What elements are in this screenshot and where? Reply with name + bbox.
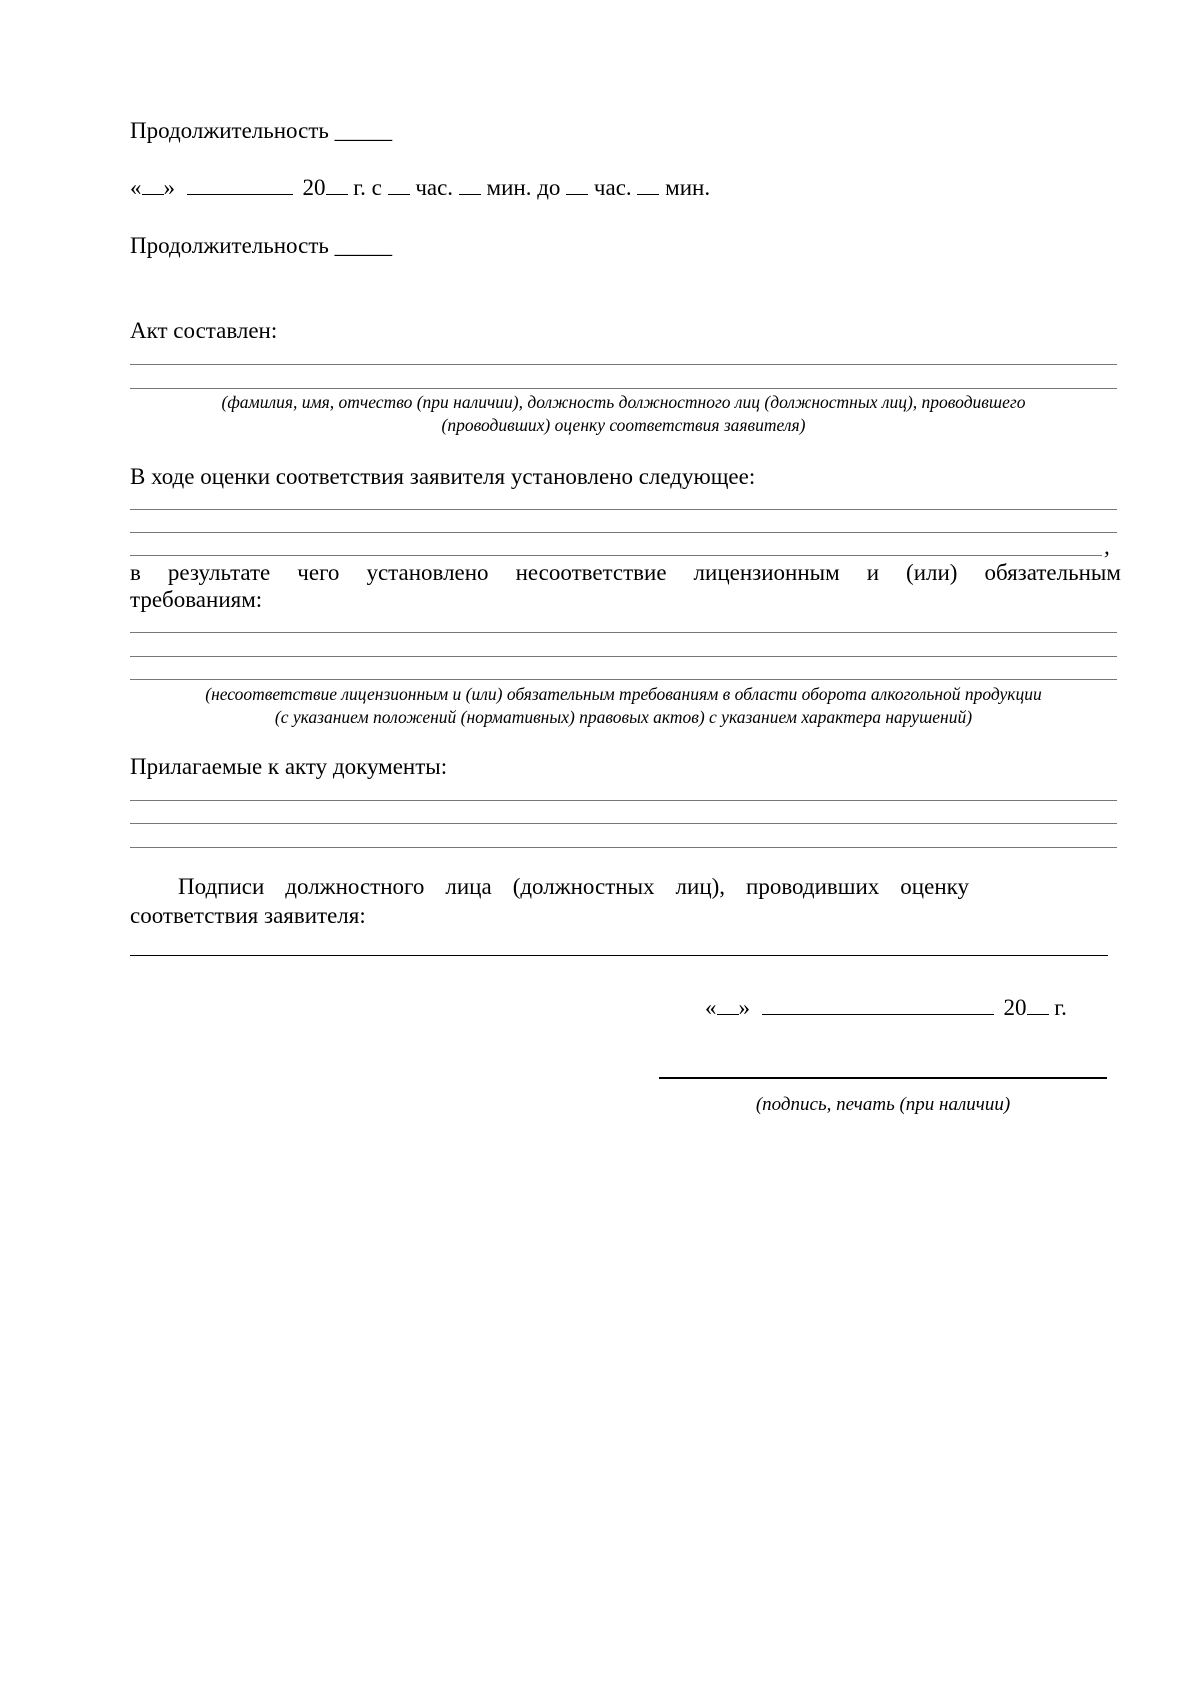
attachments-fill-line-1[interactable] [130, 800, 1117, 801]
close-quote: » [738, 995, 750, 1020]
hours-label: час. [415, 175, 454, 200]
act-caption [130, 391, 1117, 437]
result-word: чего [297, 560, 340, 585]
attachments-fill-line-3[interactable] [130, 847, 1117, 848]
result-word: в [130, 560, 141, 585]
violations-fill-line-3[interactable] [130, 679, 1117, 680]
duration-label: Продолжительность [130, 233, 329, 258]
findings-label: В ходе оценки соответствия заявителя установлено следующее: [130, 464, 756, 489]
month-field[interactable] [762, 996, 994, 1015]
minutes-label: мин. [665, 175, 711, 200]
close-quote: » [163, 175, 175, 200]
end-hours-field[interactable] [566, 176, 588, 195]
minutes-until-label: мин. до [486, 175, 561, 200]
year-suffix: г. [1054, 995, 1067, 1020]
year-prefix: 20 [302, 175, 326, 200]
result-line-2: требованиям: [130, 587, 263, 612]
start-minutes-field[interactable] [459, 176, 481, 195]
duration-line-1 [130, 117, 392, 145]
act-caption-line-2: (проводивших) оценку соответствия заявителя) [441, 415, 806, 435]
findings-fill-line-2[interactable] [130, 532, 1117, 533]
result-word: несоответствие [515, 560, 667, 585]
open-quote: « [705, 995, 717, 1020]
month-field[interactable] [187, 176, 293, 195]
end-minutes-field[interactable] [637, 176, 659, 195]
duration-blank[interactable]: _____ [334, 118, 393, 143]
act-fill-line-2[interactable] [130, 388, 1117, 389]
signatures-word: Подписи [178, 874, 265, 899]
signatures-line-1 [178, 873, 969, 901]
result-word: (или) [906, 560, 958, 585]
year-prefix: 20 [1003, 995, 1027, 1020]
duration-line-2 [130, 232, 392, 260]
hours-label-2: час. [593, 175, 632, 200]
year-field[interactable] [1027, 996, 1049, 1015]
duration-blank[interactable]: _____ [334, 233, 393, 258]
signatures-line-2: соответствия заявителя: [130, 903, 366, 928]
violations-caption [130, 683, 1117, 729]
start-hours-field[interactable] [388, 176, 410, 195]
signatures-word: должностного [285, 874, 425, 899]
year-field[interactable] [326, 176, 348, 195]
result-word: и [866, 560, 880, 585]
date-line [705, 994, 1067, 1022]
signature-caption: (подпись, печать (при наличии) [755, 1094, 1011, 1115]
day-field[interactable] [142, 176, 164, 195]
act-label: Акт составлен: [130, 318, 278, 343]
day-field[interactable] [717, 996, 739, 1015]
act-caption-line-1: (фамилия, имя, отчество (при наличии), должность должностного лиц (должностных лиц), проводившего [221, 392, 1026, 412]
open-quote: « [130, 175, 142, 200]
signatures-word: лиц), [675, 874, 726, 899]
signatures-word: оценку [900, 874, 969, 899]
duration-label: Продолжительность [130, 118, 329, 143]
findings-fill-line-1[interactable] [130, 509, 1117, 510]
result-word: результате [167, 560, 271, 585]
violations-caption-line-1: (несоответствие лицензионным и (или) обязательным требованиям в области оборота алкогольной продукции [205, 684, 1042, 704]
violations-fill-line-1[interactable] [130, 632, 1117, 633]
result-word: обязательным [984, 560, 1121, 585]
signature-fill-line[interactable] [659, 1077, 1107, 1079]
attachments-label: Прилагаемые к акту документы: [130, 754, 448, 779]
signatures-word: (должностных [512, 874, 655, 899]
act-fill-line-1[interactable] [130, 364, 1117, 365]
result-word: установлено [366, 560, 489, 585]
year-suffix: г. с [353, 175, 382, 200]
violations-caption-line-2: (с указанием положений (нормативных) правовых актов) с указанием характера нарушений) [274, 707, 973, 727]
signatures-word: лица [445, 874, 492, 899]
datetime-line [130, 174, 710, 202]
violations-fill-line-2[interactable] [130, 656, 1117, 657]
signatures-fill-line[interactable] [130, 955, 1108, 956]
signatures-word: проводивших [746, 874, 880, 899]
result-line-1 [130, 559, 1121, 587]
result-word: лицензионным [693, 560, 840, 585]
attachments-fill-line-2[interactable] [130, 823, 1117, 824]
findings-comma: , [1104, 534, 1110, 559]
findings-fill-line-3[interactable] [130, 555, 1102, 556]
